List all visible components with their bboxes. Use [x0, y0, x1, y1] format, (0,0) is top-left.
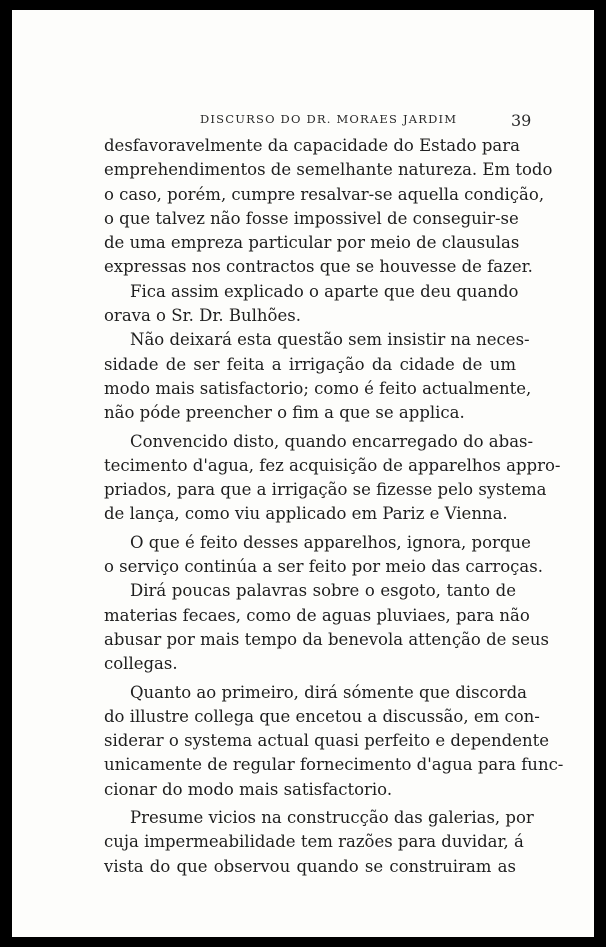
text-line: desfavoravelmente da capacidade do Estado para [104, 136, 520, 155]
body-text [104, 134, 564, 879]
text-line: cuja impermeabilidade tem razões para duvidar, á [104, 832, 524, 852]
text-line: abusar por mais tempo da benevola attenção de seus [104, 629, 549, 649]
book-page [12, 10, 594, 937]
text-line: cionar do modo mais satisfactorio. [104, 779, 393, 799]
text-line: orava o Sr. Dr. Bulhões. [104, 306, 301, 326]
text-line: não póde preencher o fim a que se applica. [104, 403, 465, 423]
text-line: o que talvez não fosse impossivel de conseguir-se [104, 208, 519, 228]
page-number: 39 [511, 111, 532, 130]
text-line: Presume vicios na construcção das galerias, por [130, 808, 534, 828]
text-line: collegas. [104, 654, 178, 674]
text-line: de lança, como viu applicado em Pariz e Vienna. [104, 504, 508, 524]
text-line: Não deixará esta questão sem insistir na neces- [130, 330, 530, 350]
text-line: Fica assim explicado o aparte que deu quando [130, 281, 519, 301]
text-line: vista do que observou quando se construiram as [104, 856, 516, 876]
text-line: modo mais satisfactorio; como é feito actualmente, [104, 378, 532, 398]
text-line: sidade de ser feita a irrigação da cidade de um [104, 354, 516, 374]
text-line: o caso, porém, cumpre resalvar-se aquella condição, [104, 184, 545, 204]
text-line: do illustre collega que encetou a discussão, em con- [104, 706, 540, 726]
text-line: o serviço continúa a ser feito por meio das carroças. [104, 557, 543, 577]
text-line: siderar o systema actual quasi perfeito e dependente [104, 731, 550, 751]
text-line: materias fecaes, como de aguas pluviaes, para não [104, 605, 530, 625]
text-line: emprehendimentos de semelhante natureza. Em todo [104, 160, 553, 180]
page-header [12, 108, 594, 132]
text-line: unicamente de regular fornecimento d'agua para func- [104, 755, 564, 775]
running-title: DISCURSO DO DR. MORAES JARDIM [200, 112, 458, 126]
text-line: Dirá poucas palavras sobre o esgoto, tanto de [130, 581, 516, 601]
text-line: Convencido disto, quando encarregado do abas- [130, 431, 534, 451]
text-line: O que é feito desses apparelhos, ignora, porque [130, 532, 531, 552]
text-line: de uma empreza particular por meio de clausulas [104, 233, 520, 253]
text-line: expressas nos contractos que se houvesse de fazer. [104, 257, 533, 277]
text-line: priados, para que a irrigação se fizesse pelo systema [104, 480, 547, 500]
text-line: tecimento d'agua, fez acquisição de apparelhos appro- [104, 455, 561, 475]
text-line: Quanto ao primeiro, dirá sómente que discorda [130, 682, 528, 702]
